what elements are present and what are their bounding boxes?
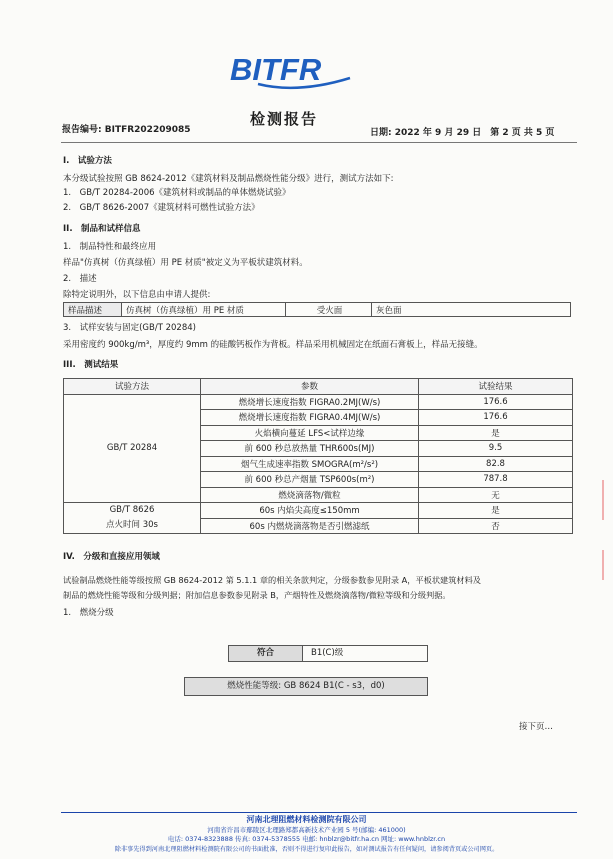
param-cell: 前 600 秒总放热量 THR600s(MJ)	[201, 441, 419, 457]
table-header: 试验方法	[64, 379, 201, 395]
section-4-paragraph: 试验制品燃烧性能等级按照 GB 8624-2012 第 5.1.1 章的相关条款判定，分级参数参见附录 A，平板状建筑材料及	[63, 575, 481, 585]
param-cell: 60s 内焰尖高度≤150mm	[201, 503, 419, 519]
sub-heading: 1. 燃烧分级	[63, 608, 114, 618]
conformity-label: 符合	[229, 646, 303, 661]
table-cell: 受火面	[286, 303, 372, 317]
footer-divider	[61, 812, 577, 813]
seal-stamp-mark	[599, 480, 607, 620]
sub-heading: 2. 描述	[63, 274, 97, 284]
table-cell: 样品描述	[64, 303, 122, 317]
sub-heading: 3. 试样安装与固定(GB/T 20284)	[63, 323, 196, 333]
conformity-box	[228, 645, 428, 662]
footer-address: 河南省许昌市鄢陵区北理路郑都高新技术产业园 5 号(邮编: 461000)	[207, 826, 406, 834]
result-cell: 82.8	[419, 456, 573, 472]
header-divider	[61, 142, 577, 143]
method-cell: GB/T 20284	[64, 394, 201, 503]
sub-text: 样品"仿真树（仿真绿植）用 PE 材质"被定义为平板状建筑材料。	[63, 258, 308, 268]
method-name: GB/T 8626	[109, 505, 155, 515]
bitfr-logo	[228, 50, 356, 92]
conformity-value: B1(C)级	[311, 648, 344, 658]
table-cell: 仿真树（仿真绿植）用 PE 材质	[122, 303, 286, 317]
date-pages: 日期: 2022 年 9 月 29 日 第 2 页 共 5 页	[370, 128, 555, 138]
method-item: 2. GB/T 8626-2007《建筑材料可燃性试验方法》	[63, 203, 260, 213]
result-cell: 是	[419, 503, 573, 519]
section-4-heading: IV. 分级和直接应用领域	[63, 552, 160, 562]
param-cell: 燃烧增长速度指数 FIGRA0.4MJ(W/s)	[201, 410, 419, 426]
table-row	[64, 503, 573, 519]
report-number: 报告编号: BITFR202209085	[62, 125, 191, 135]
results-table	[63, 378, 573, 534]
table-header: 参数	[201, 379, 419, 395]
footer-notice: 除非事先得到河南北理阻燃材料检测院有限公司的书面批准，否则不得进行复印此报告，如对测试报告有任何疑问，请参阅背页或公司网页。	[114, 846, 499, 853]
table-header: 试验结果	[419, 379, 573, 395]
result-cell: 176.6	[419, 394, 573, 410]
method-item: 1. GB/T 20284-2006《建筑材料或制品的单体燃烧试验》	[63, 188, 291, 198]
param-cell: 火焰横向蔓延 LFS<试样边缘	[201, 425, 419, 441]
result-cell: 无	[419, 487, 573, 503]
section-2-heading: II. 制品和试样信息	[63, 224, 141, 234]
method-ignition: 点火时间 30s	[106, 520, 158, 530]
page-title: 检测报告	[250, 110, 319, 128]
param-cell: 60s 内燃烧滴落物是否引燃滤纸	[201, 518, 419, 534]
footer-org: 河南北理阻燃材料检测院有限公司	[246, 815, 367, 824]
method-cell	[64, 503, 201, 534]
sub-heading: 1. 制品特性和最终应用	[63, 242, 157, 252]
table-cell: 灰色面	[372, 303, 571, 317]
param-cell: 燃烧滴落物/微粒	[201, 487, 419, 503]
sub-text: 除特定说明外，以下信息由申请人提供:	[63, 290, 211, 300]
sub-text: 采用密度约 900kg/m³，厚度约 9mm 的硅酸钙板作为背板。样品采用机械固定在纸面石膏板上，样品无接缝。	[63, 340, 483, 350]
result-cell: 176.6	[419, 410, 573, 426]
logo-text: BITFR	[230, 52, 322, 87]
table-row	[64, 394, 573, 410]
section-1-heading: I. 试验方法	[63, 156, 112, 166]
section-3-heading: III. 测试结果	[63, 360, 119, 370]
continued-note: 接下页…	[519, 722, 554, 732]
footer-contact: 电话: 0374-8323888 传真: 0374-5378555 电邮: hnblzr@bitfr.ha.cn 网址: www.hnblzr.cn	[167, 835, 446, 843]
param-cell: 烟气生成速率指数 SMOGRA(m²/s²)	[201, 456, 419, 472]
param-cell: 燃烧增长速度指数 FIGRA0.2MJ(W/s)	[201, 394, 419, 410]
result-cell: 787.8	[419, 472, 573, 488]
description-table	[63, 302, 571, 317]
section-4-paragraph: 制品的燃烧性能等级和分级判据；附加信息参数参见附录 B，产烟特性及燃烧滴落物/微粒等级和分级判据。	[63, 590, 451, 600]
result-cell: 9.5	[419, 441, 573, 457]
param-cell: 前 600 秒总产烟量 TSP600s(m²)	[201, 472, 419, 488]
section-1-intro: 本分级试验按照 GB 8624-2012《建筑材料及制品燃烧性能分级》进行，测试方法如下:	[63, 174, 394, 184]
result-cell: 是	[419, 425, 573, 441]
result-cell: 否	[419, 518, 573, 534]
classification-grade: 燃烧性能等级: GB 8624 B1(C - s3，d0)	[184, 677, 428, 696]
